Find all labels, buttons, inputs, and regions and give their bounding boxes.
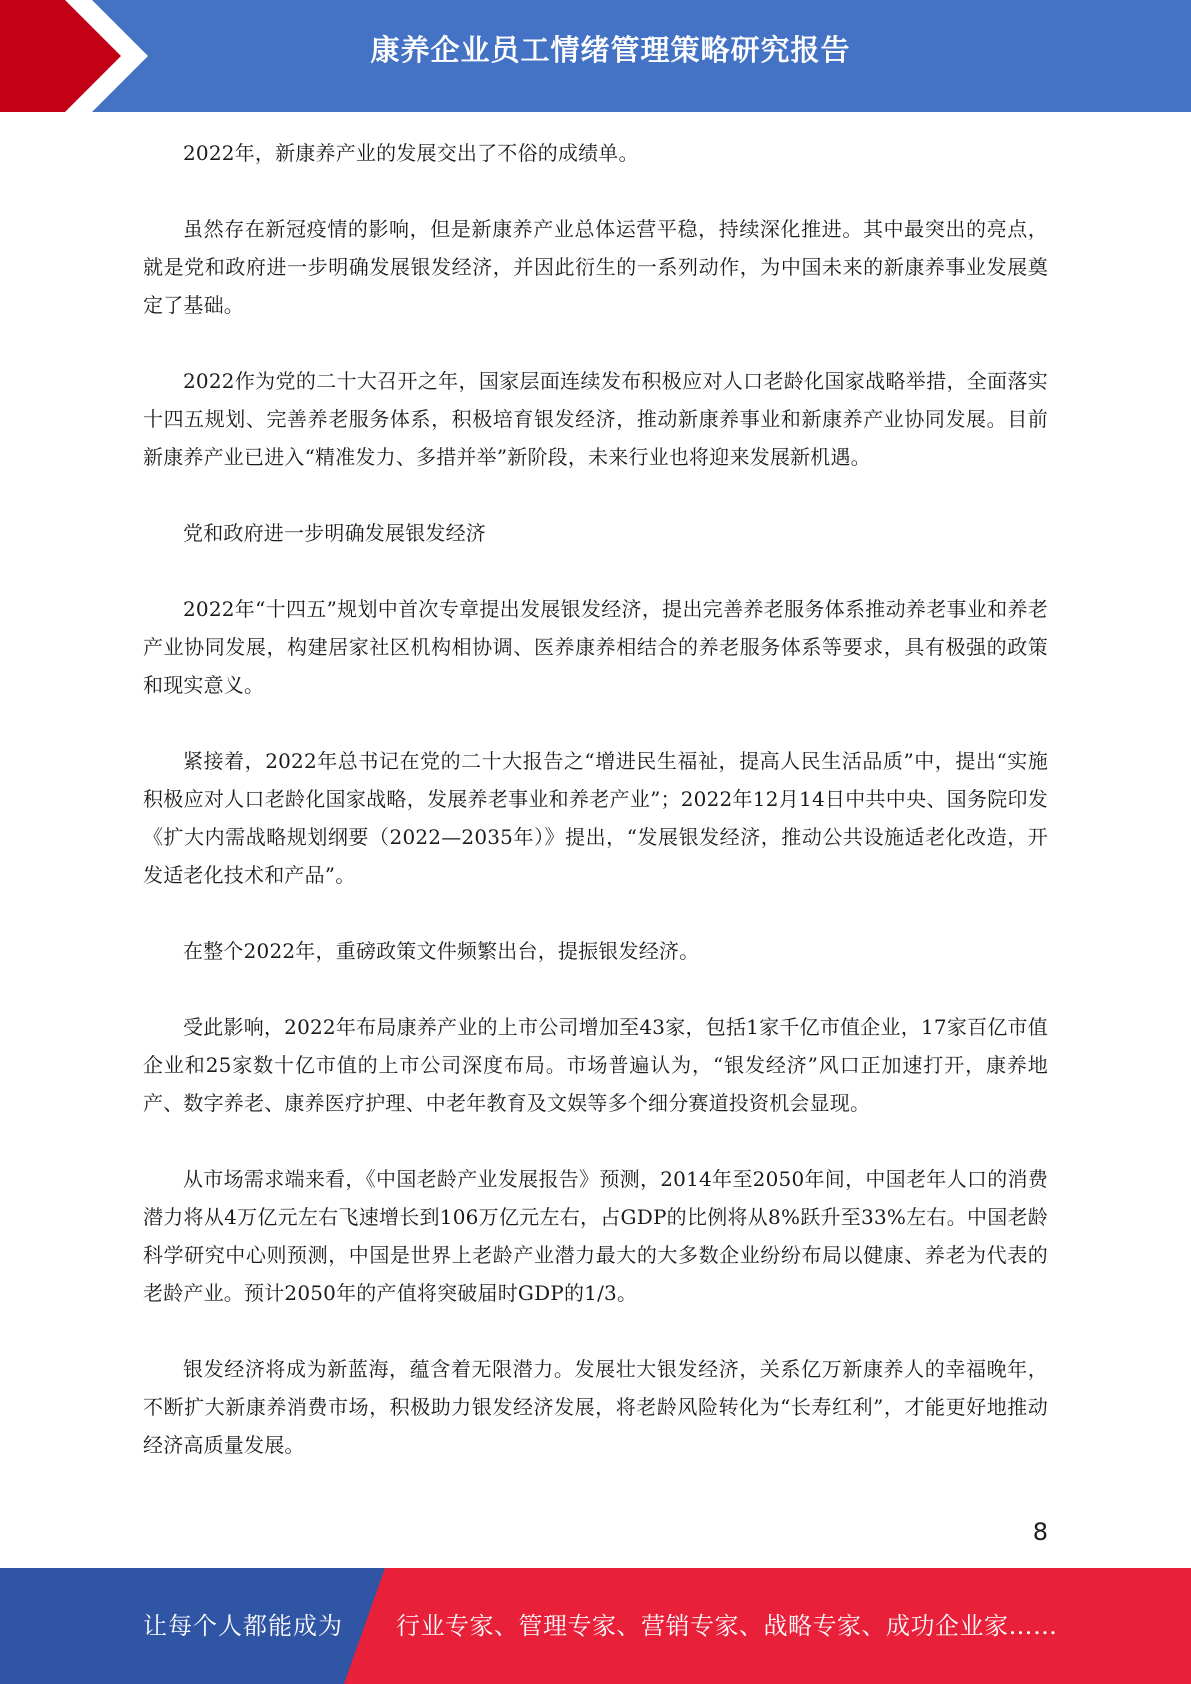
footer-slogan-left: 让每个人都能成为 [143, 1612, 343, 1640]
page-number: 8 [1032, 1518, 1048, 1546]
page-footer [0, 1568, 1191, 1684]
paragraph: 2022年“十四五”规划中首次专章提出发展银发经济，提出完善养老服务体系推动养老事业和养老产业协同发展，构建居家社区机构相协调、医养康养相结合的养老服务体系等要求，具有极强的政策和现实意义。 [143, 597, 1048, 697]
paragraph: 在整个2022年，重磅政策文件频繁出台，提振银发经济。 [183, 939, 700, 963]
paragraph: 受此影响，2022年布局康养产业的上市公司增加至43家，包括1家千亿市值企业，17家百亿市值企业和25家数十亿市值的上市公司深度布局。市场普遍认为，“银发经济”风口正加速打开，康养地产、数字养老、康养医疗护理、中老年教育及文娱等多个细分赛道投资机会显现。 [143, 1015, 1048, 1115]
paragraph: 虽然存在新冠疫情的影响，但是新康养产业总体运营平稳，持续深化推进。其中最突出的亮点，就是党和政府进一步明确发展银发经济，并因此衍生的一系列动作，为中国未来的新康养事业发展奠定了基础。 [143, 217, 1048, 317]
paragraph: 紧接着，2022年总书记在党的二十大报告之“增进民生福祉，提高人民生活品质”中，提出“实施积极应对人口老龄化国家战略，发展养老事业和养老产业”；2022年12月14日中共中央、国务院印发《扩大内需战略规划纲要（2022—2035年）》提出，“发展银发经济，推动公共设施适老化改造，开发适老化技术和产品”。 [143, 749, 1048, 887]
paragraph: 从市场需求端来看，《中国老龄产业发展报告》预测，2014年至2050年间，中国老年人口的消费潜力将从4万亿元左右飞速增长到106万亿元左右，占GDP的比例将从8%跃升至33%左右。中国老龄科学研究中心则预测，中国是世界上老龄产业潜力最大的大多数企业纷纷布局以健康、养老为代表的老龄产业。预计2050年的产值将突破届时GDP的1/3。 [143, 1167, 1048, 1305]
paragraph: 银发经济将成为新蓝海，蕴含着无限潜力。发展壮大银发经济，关系亿万新康养人的幸福晚年，不断扩大新康养消费市场，积极助力银发经济发展，将老龄风险转化为“长寿红利”，才能更好地推动经济高质量发展。 [143, 1357, 1048, 1457]
footer-slogan-right: 行业专家、管理专家、营销专家、战略专家、成功企业家…… [396, 1612, 1058, 1640]
page-header [0, 0, 1191, 112]
report-body [143, 134, 1048, 1502]
document-title: 康养企业员工情绪管理策略研究报告 [370, 33, 851, 67]
paragraph: 2022作为党的二十大召开之年，国家层面连续发布积极应对人口老龄化国家战略举措，全面落实十四五规划、完善养老服务体系，积极培育银发经济，推动新康养事业和新康养产业协同发展。目前新康养产业已进入“精准发力、多措并举”新阶段，未来行业也将迎来发展新机遇。 [143, 369, 1048, 469]
section-heading: 党和政府进一步明确发展银发经济 [183, 521, 486, 545]
paragraph: 2022年，新康养产业的发展交出了不俗的成绩单。 [183, 141, 639, 165]
